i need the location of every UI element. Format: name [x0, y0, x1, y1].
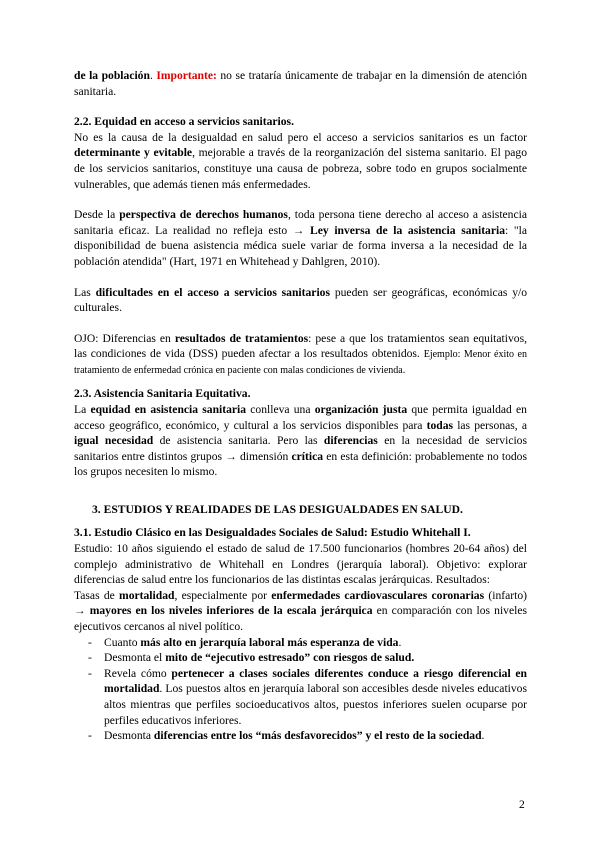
dash-bullet: - — [88, 666, 92, 680]
text: , especialmente por — [174, 588, 272, 602]
text: Desmonta — [104, 729, 154, 743]
section-2-3-heading: 2.3. Asistencia Sanitaria Equitativa. — [74, 387, 251, 401]
dash-bullet: - — [88, 651, 92, 665]
text: . — [149, 69, 157, 82]
text: Revela cómo — [104, 666, 172, 680]
intro-paragraph — [74, 68, 527, 99]
s23-paragraph-1 — [74, 402, 527, 480]
list-item — [74, 650, 527, 666]
text: Desmonta el — [104, 651, 166, 665]
text: (infarto) → — [74, 588, 527, 618]
text: . — [398, 635, 402, 649]
text: : "la disponibilidad de buena asistencia médica suele variar de forma inversa a la necesidad de la población atendida" (Hart, 1971 en Whitehead y Dahlgren, 2010). — [74, 223, 527, 268]
list-item — [74, 728, 527, 744]
text: , toda persona tiene derecho al acceso a asistencia sanitaria eficaz. La realidad no refleja esto → — [74, 208, 527, 237]
important-label: Importante: — [156, 69, 217, 82]
text: Cuanto — [104, 635, 141, 649]
text: que permita igualdad en acceso geográfico, económico, y cultural a los servicios disponibles para — [74, 402, 527, 432]
text: No es la causa de la desigualdad en salud pero el acceso a servicios sanitarios es un factor — [74, 130, 527, 144]
bold-text: de la población — [74, 69, 150, 82]
text: . — [481, 729, 485, 743]
bold-text: todas — [426, 418, 454, 432]
text: conlleva una — [246, 402, 315, 416]
text: Las — [74, 285, 96, 299]
text: las personas, a — [453, 418, 528, 432]
bold-text: igual necesidad — [74, 434, 154, 448]
text: La — [74, 402, 91, 416]
text: Tasas de — [74, 588, 120, 602]
page-number: 2 — [519, 798, 525, 811]
s22-paragraph-2 — [74, 207, 527, 269]
s22-paragraph-4 — [74, 331, 527, 379]
bold-text: mito de “ejecutivo estresado” con riesgos de salud. — [165, 651, 415, 665]
s22-paragraph-1 — [74, 130, 527, 192]
text: : pese a que los tratamientos sean equitativos, las condiciones de vida (DSS) pueden afectar a los resultados obtenidos. — [74, 331, 527, 361]
results-list — [74, 635, 527, 744]
bold-text: determinante y evitable — [74, 146, 193, 160]
s31-paragraph-1: Estudio: 10 años siguiendo el estado de salud de 17.500 funcionarios (hombres 20-64 años) del complejo administrativo de Whitehall en Londres (jerarquía laboral). Objetivo: explorar diferencias de salud entre los funcionarios de las distintas escalas jerárquicas. Resultados: — [74, 542, 527, 587]
section-2-2-heading: 2.2. Equidad en acceso a servicios sanitarios. — [74, 115, 294, 129]
bold-text: diferencias — [323, 434, 378, 448]
dash-bullet: - — [88, 635, 92, 649]
text: en esta definición: probablemente no todos los grupos necesiten lo mismo. — [74, 449, 527, 479]
text: de asistencia sanitaria. Pero las — [153, 434, 324, 448]
section-3-1-heading: 3.1. Estudio Clásico en las Desigualdades Sociales de Salud: Estudio Whitehall I. — [74, 526, 471, 540]
dash-bullet: - — [88, 729, 92, 743]
text: Desde la — [74, 208, 120, 222]
bold-text: más alto en jerarquía laboral más esperanza de vida — [140, 635, 399, 649]
section-3-heading: 3. ESTUDIOS Y REALIDADES DE LAS DESIGUALDADES EN SALUD. — [92, 502, 463, 516]
bold-text: enfermedades cardiovasculares coronarias — [271, 588, 485, 602]
bold-text: crítica — [291, 449, 324, 463]
text: . Los puestos altos en jerarquía laboral son accesibles desde niveles educativos altos mientras que perfiles socioeducativos altos, puestos inferiores suelen ocuparse por perfiles educativos inferiores. — [104, 682, 527, 727]
bold-text: organización justa — [314, 402, 408, 416]
example-note: Ejemplo: Menor éxito en tratamiento de enfermedad crónica en paciente con malas condiciones de vivienda. — [74, 349, 527, 377]
bold-text: equidad en asistencia sanitaria — [90, 402, 247, 416]
s22-paragraph-3 — [74, 285, 527, 316]
bold-text: resultados de tratamientos — [174, 331, 309, 345]
text: en comparación con los niveles ejecutivos cercanos al nivel político. — [74, 604, 527, 634]
bold-text: mortalidad — [119, 588, 175, 602]
text: no se trataría únicamente de trabajar en la dimensión de atención sanitaria. — [74, 69, 528, 98]
list-item — [74, 666, 527, 728]
bold-text: pertenecer a clases sociales diferentes conduce a riesgo diferencial en mortalidad — [104, 666, 527, 696]
page-content — [74, 68, 527, 744]
bold-text: perspectiva de derechos humanos — [119, 208, 288, 222]
list-item — [74, 635, 527, 651]
text: pueden ser geográficas, económicas y/o culturales. — [74, 285, 528, 315]
text: OJO: Diferencias en — [74, 331, 175, 345]
text: en la necesidad de servicios sanitarios entre distintos grupos → dimensión — [74, 434, 527, 463]
bold-text: diferencias entre los “más desfavorecidos” y el resto de la sociedad — [153, 729, 482, 743]
bold-text: mayores en los niveles inferiores de la escala jerárquica — [89, 604, 373, 618]
bold-text: dificultades en el acceso a servicios sanitarios — [95, 285, 330, 299]
s31-paragraph-2 — [74, 588, 527, 635]
bold-text: Ley inversa de la asistencia sanitaria — [310, 223, 506, 237]
text: , mejorable a través de la reorganización del sistema sanitario. El pago de los servicios sanitarios, constituye una causa de pobreza, sobre todo en grupos socialmente vulnerables, que además tienen más enfermedades. — [74, 146, 527, 191]
